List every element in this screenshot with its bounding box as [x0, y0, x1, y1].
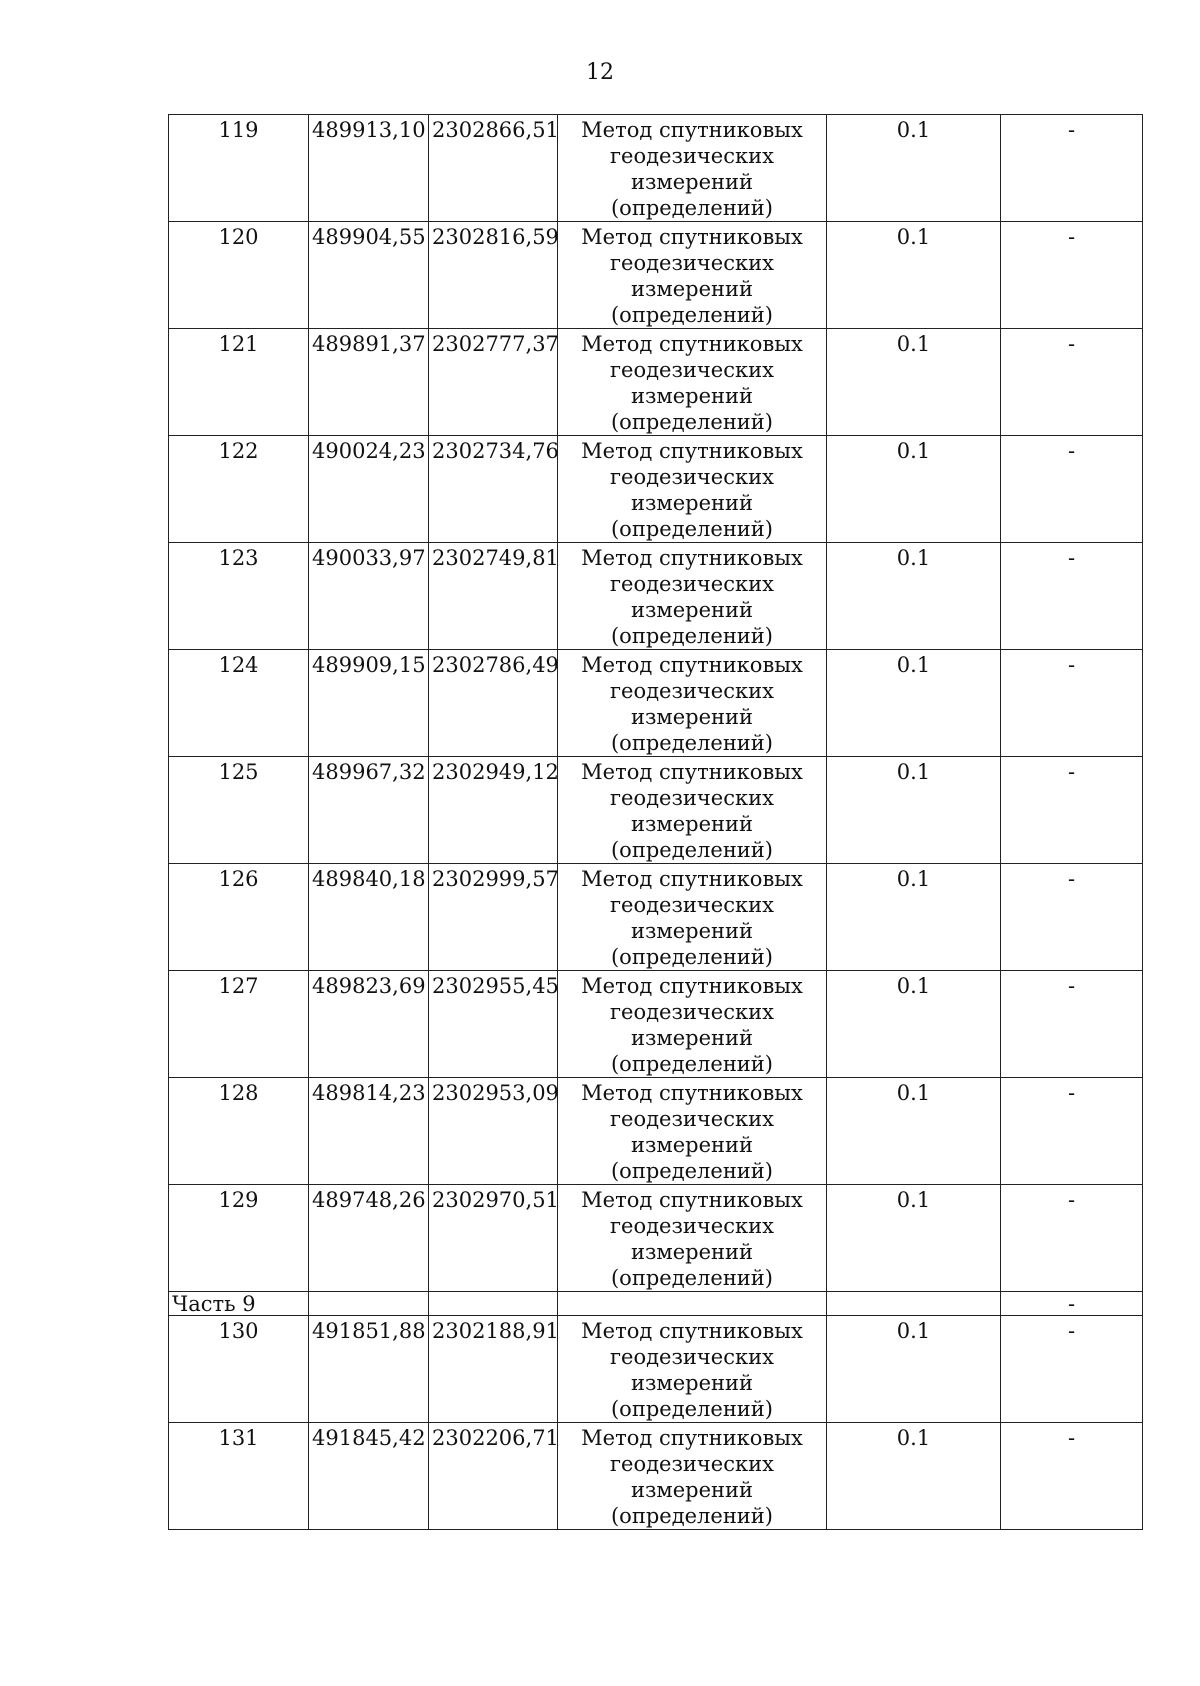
y-coordinate-cell: 2302786,49	[429, 650, 558, 757]
empty-cell	[827, 1292, 1001, 1316]
method-line: Метод спутниковых	[581, 118, 803, 142]
accuracy-cell: 0.1	[827, 436, 1001, 543]
accuracy-cell: 0.1	[827, 757, 1001, 864]
accuracy-cell: 0.1	[827, 1423, 1001, 1530]
table-row	[169, 650, 1143, 757]
empty-cell	[309, 1292, 429, 1316]
method-line: Метод спутниковых	[581, 760, 803, 784]
table-row	[169, 329, 1143, 436]
point-number-cell: 131	[169, 1423, 309, 1530]
table-row	[169, 971, 1143, 1078]
method-line: измерений	[630, 1133, 754, 1157]
method-cell	[558, 1423, 827, 1530]
method-line: (определений)	[610, 1397, 773, 1421]
part-label-cell: Часть 9	[169, 1292, 309, 1316]
accuracy-cell: 0.1	[827, 971, 1001, 1078]
method-line: геодезических	[610, 572, 774, 596]
method-line: Метод спутниковых	[581, 1081, 803, 1105]
y-coordinate-cell: 2302999,57	[429, 864, 558, 971]
method-line: геодезических	[610, 1107, 774, 1131]
table-row	[169, 864, 1143, 971]
method-line: измерений	[630, 812, 754, 836]
method-cell	[558, 864, 827, 971]
point-number-cell: 130	[169, 1316, 309, 1423]
point-number-cell: 129	[169, 1185, 309, 1292]
x-coordinate-cell: 489909,15	[309, 650, 429, 757]
method-line: геодезических	[610, 893, 774, 917]
method-cell	[558, 543, 827, 650]
method-line: геодезических	[610, 1452, 774, 1476]
accuracy-cell: 0.1	[827, 222, 1001, 329]
note-cell: -	[1001, 971, 1143, 1078]
method-line: измерений	[630, 1478, 754, 1502]
method-line: геодезических	[610, 1345, 774, 1369]
note-cell: -	[1001, 543, 1143, 650]
point-number-cell: 127	[169, 971, 309, 1078]
method-line: Метод спутниковых	[581, 1426, 803, 1450]
x-coordinate-cell: 489967,32	[309, 757, 429, 864]
method-line: измерений	[630, 598, 754, 622]
method-line: Метод спутниковых	[581, 546, 803, 570]
method-cell	[558, 436, 827, 543]
method-line: Метод спутниковых	[581, 1188, 803, 1212]
method-line: Метод спутниковых	[581, 653, 803, 677]
table-row	[169, 115, 1143, 222]
note-cell: -	[1001, 436, 1143, 543]
note-cell: -	[1001, 1316, 1143, 1423]
method-line: (определений)	[610, 945, 773, 969]
y-coordinate-cell: 2302816,59	[429, 222, 558, 329]
accuracy-cell: 0.1	[827, 1185, 1001, 1292]
method-cell	[558, 757, 827, 864]
x-coordinate-cell: 490024,23	[309, 436, 429, 543]
method-cell	[558, 1078, 827, 1185]
method-line: Метод спутниковых	[581, 867, 803, 891]
method-line: измерений	[630, 1371, 754, 1395]
accuracy-cell: 0.1	[827, 1316, 1001, 1423]
method-line: измерений	[630, 170, 754, 194]
method-cell	[558, 1316, 827, 1423]
x-coordinate-cell: 489840,18	[309, 864, 429, 971]
method-line: (определений)	[610, 838, 773, 862]
method-line: (определений)	[610, 624, 773, 648]
note-cell: -	[1001, 1423, 1143, 1530]
method-line: геодезических	[610, 1000, 774, 1024]
method-cell	[558, 971, 827, 1078]
x-coordinate-cell: 490033,97	[309, 543, 429, 650]
x-coordinate-cell: 489891,37	[309, 329, 429, 436]
note-cell: -	[1001, 222, 1143, 329]
note-cell: -	[1001, 1078, 1143, 1185]
method-line: геодезических	[610, 144, 774, 168]
coordinates-table	[168, 114, 1143, 1530]
accuracy-cell: 0.1	[827, 1078, 1001, 1185]
point-number-cell: 120	[169, 222, 309, 329]
y-coordinate-cell: 2302188,91	[429, 1316, 558, 1423]
method-line: геодезических	[610, 786, 774, 810]
accuracy-cell: 0.1	[827, 864, 1001, 971]
y-coordinate-cell: 2302749,81	[429, 543, 558, 650]
method-cell	[558, 222, 827, 329]
point-number-cell: 124	[169, 650, 309, 757]
point-number-cell: 119	[169, 115, 309, 222]
note-cell: -	[1001, 115, 1143, 222]
method-line: (определений)	[610, 731, 773, 755]
y-coordinate-cell: 2302953,09	[429, 1078, 558, 1185]
point-number-cell: 123	[169, 543, 309, 650]
table-row	[169, 1316, 1143, 1423]
note-cell: -	[1001, 650, 1143, 757]
method-line: измерений	[630, 919, 754, 943]
y-coordinate-cell: 2302970,51	[429, 1185, 558, 1292]
method-line: геодезических	[610, 465, 774, 489]
method-line: (определений)	[610, 196, 773, 220]
method-line: Метод спутниковых	[581, 332, 803, 356]
x-coordinate-cell: 491851,88	[309, 1316, 429, 1423]
empty-cell	[429, 1292, 558, 1316]
table-row	[169, 436, 1143, 543]
point-number-cell: 121	[169, 329, 309, 436]
table-row	[169, 1078, 1143, 1185]
accuracy-cell: 0.1	[827, 329, 1001, 436]
table-row	[169, 1423, 1143, 1530]
note-cell: -	[1001, 1292, 1143, 1316]
empty-cell	[558, 1292, 827, 1316]
method-line: геодезических	[610, 251, 774, 275]
x-coordinate-cell: 489814,23	[309, 1078, 429, 1185]
method-line: Метод спутниковых	[581, 1319, 803, 1343]
x-coordinate-cell: 489748,26	[309, 1185, 429, 1292]
x-coordinate-cell: 489913,10	[309, 115, 429, 222]
method-cell	[558, 329, 827, 436]
x-coordinate-cell: 491845,42	[309, 1423, 429, 1530]
table-row	[169, 1185, 1143, 1292]
method-line: геодезических	[610, 679, 774, 703]
note-cell: -	[1001, 1185, 1143, 1292]
table-row	[169, 543, 1143, 650]
method-line: Метод спутниковых	[581, 439, 803, 463]
method-line: измерений	[630, 1240, 754, 1264]
method-line: (определений)	[610, 303, 773, 327]
method-line: (определений)	[610, 1504, 773, 1528]
note-cell: -	[1001, 757, 1143, 864]
method-line: измерений	[630, 491, 754, 515]
table-body	[169, 115, 1143, 1530]
method-line: (определений)	[610, 517, 773, 541]
method-line: измерений	[630, 1026, 754, 1050]
part-header-row	[169, 1292, 1143, 1316]
method-line: (определений)	[610, 1052, 773, 1076]
point-number-cell: 128	[169, 1078, 309, 1185]
point-number-cell: 125	[169, 757, 309, 864]
method-line: измерений	[630, 705, 754, 729]
method-line: измерений	[630, 277, 754, 301]
y-coordinate-cell: 2302949,12	[429, 757, 558, 864]
method-line: измерений	[630, 384, 754, 408]
table-row	[169, 222, 1143, 329]
y-coordinate-cell: 2302866,51	[429, 115, 558, 222]
page-number: 12	[586, 60, 614, 85]
y-coordinate-cell: 2302734,76	[429, 436, 558, 543]
y-coordinate-cell: 2302777,37	[429, 329, 558, 436]
y-coordinate-cell: 2302955,45	[429, 971, 558, 1078]
method-cell	[558, 1185, 827, 1292]
table-row	[169, 757, 1143, 864]
accuracy-cell: 0.1	[827, 650, 1001, 757]
method-cell	[558, 650, 827, 757]
accuracy-cell: 0.1	[827, 543, 1001, 650]
point-number-cell: 126	[169, 864, 309, 971]
method-line: (определений)	[610, 1159, 773, 1183]
method-line: (определений)	[610, 410, 773, 434]
method-line: (определений)	[610, 1266, 773, 1290]
note-cell: -	[1001, 864, 1143, 971]
method-cell	[558, 115, 827, 222]
x-coordinate-cell: 489823,69	[309, 971, 429, 1078]
x-coordinate-cell: 489904,55	[309, 222, 429, 329]
point-number-cell: 122	[169, 436, 309, 543]
y-coordinate-cell: 2302206,71	[429, 1423, 558, 1530]
method-line: геодезических	[610, 358, 774, 382]
note-cell: -	[1001, 329, 1143, 436]
method-line: Метод спутниковых	[581, 225, 803, 249]
method-line: Метод спутниковых	[581, 974, 803, 998]
accuracy-cell: 0.1	[827, 115, 1001, 222]
method-line: геодезических	[610, 1214, 774, 1238]
